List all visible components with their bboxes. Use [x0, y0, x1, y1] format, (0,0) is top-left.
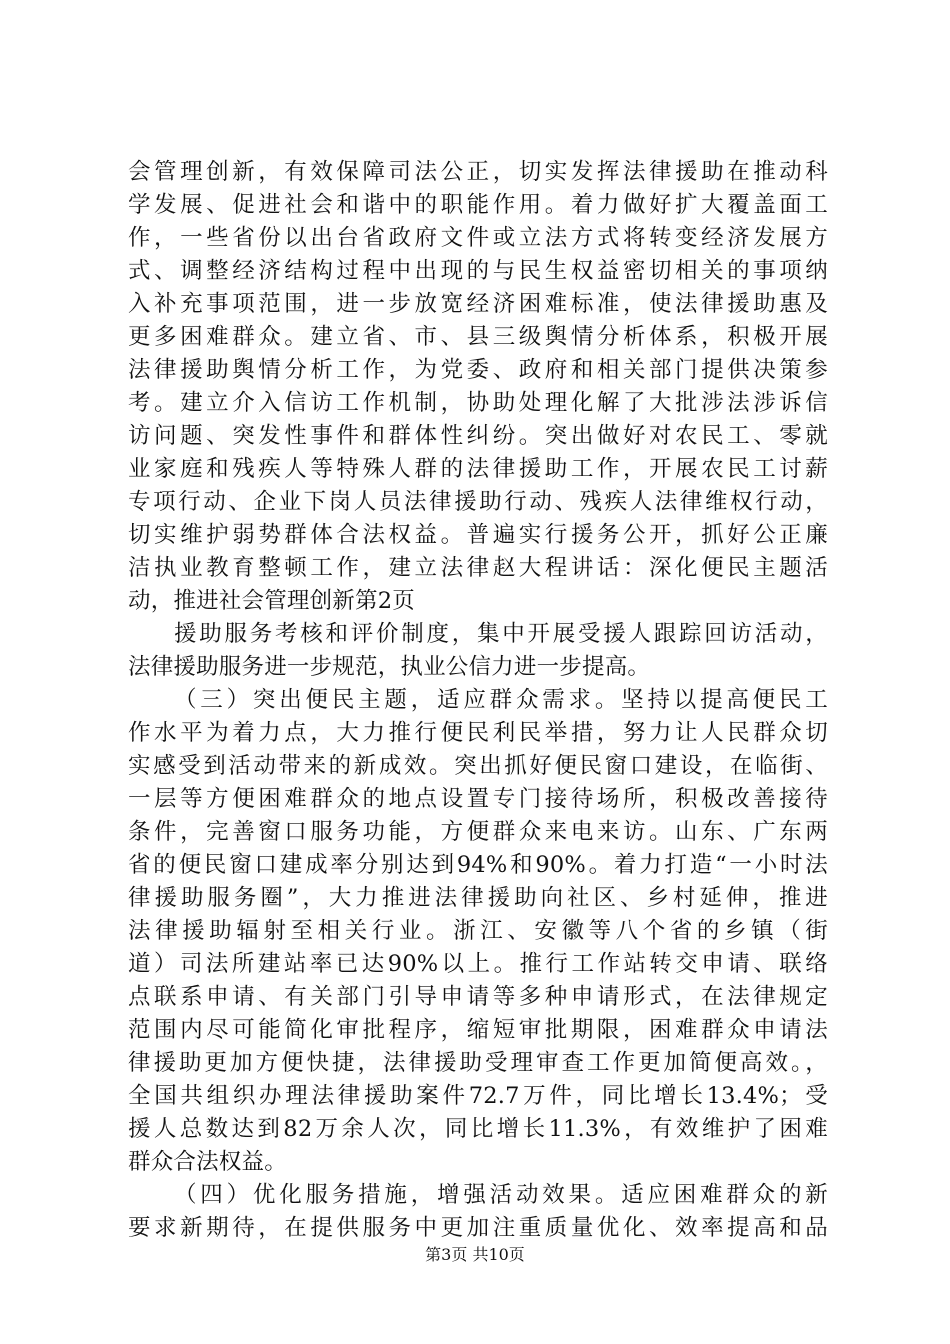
- text-line: 专项行动、企业下岗人员法律援助行动、残疾人法律维权行动，: [128, 489, 828, 515]
- text-line: 援人总数达到82万余人次，同比增长11.3%，有效维护了困难: [128, 1116, 828, 1142]
- text-line: （三）突出便民主题，适应群众需求。坚持以提高便民工: [174, 687, 828, 713]
- text-line: 切实维护弱势群体合法权益。普遍实行援务公开，抓好公正廉: [128, 522, 828, 548]
- text-line: 点联系申请、有关部门引导申请等多种申请形式，在法律规定: [128, 984, 828, 1010]
- text-line: 式、调整经济结构过程中出现的与民生权益密切相关的事项纳: [128, 258, 828, 284]
- text-line: 作水平为着力点，大力推行便民利民举措，努力让人民群众切: [128, 720, 828, 746]
- text-line: 范围内尽可能简化审批程序，缩短审批期限，困难群众申请法: [128, 1017, 828, 1043]
- text-line: 律援助服务圈”，大力推进法律援助向社区、乡村延伸，推进: [128, 885, 828, 911]
- text-line: 动，推进社会管理创新第2页: [128, 588, 415, 614]
- text-line: 业家庭和残疾人等特殊人群的法律援助工作，开展农民工讨薪: [128, 456, 828, 482]
- text-line: 作，一些省份以出台省政府文件或立法方式将转变经济发展方: [128, 225, 828, 251]
- text-line: 考。建立介入信访工作机制，协助处理化解了大批涉法涉诉信: [128, 390, 828, 416]
- text-line: 要求新期待，在提供服务中更加注重质量优化、效率提高和品: [128, 1215, 828, 1241]
- text-line: 法律援助辐射至相关行业。浙江、安徽等八个省的乡镇（街: [128, 918, 828, 944]
- text-line: 条件，完善窗口服务功能，方便群众来电来访。山东、广东两: [128, 819, 828, 845]
- text-line: 会管理创新，有效保障司法公正，切实发挥法律援助在推动科: [128, 159, 828, 185]
- text-line: 学发展、促进社会和谐中的职能作用。着力做好扩大覆盖面工: [128, 192, 828, 218]
- document-body: [128, 156, 828, 1245]
- text-line: 律援助更加方便快捷，法律援助受理审查工作更加简便高效。，: [128, 1050, 828, 1076]
- text-line: 一层等方便困难群众的地点设置专门接待场所，积极改善接待: [128, 786, 828, 812]
- text-line: 实感受到活动带来的新成效。突出抓好便民窗口建设，在临街、: [128, 753, 828, 779]
- text-line: 群众合法权益。: [128, 1149, 287, 1175]
- text-line: 更多困难群众。建立省、市、县三级舆情分析体系，积极开展: [128, 324, 828, 350]
- text-line: 援助服务考核和评价制度，集中开展受援人跟踪回访活动，: [174, 621, 828, 647]
- text-line: 洁执业教育整顿工作，建立法律赵大程讲话：深化便民主题活: [128, 555, 828, 581]
- text-line: 省的便民窗口建成率分别达到94%和90%。着力打造“一小时法: [128, 852, 828, 878]
- text-line: 入补充事项范围，进一步放宽经济困难标准，使法律援助惠及: [128, 291, 828, 317]
- text-line: 道）司法所建站率已达90%以上。推行工作站转交申请、联络: [128, 951, 828, 977]
- text-line: （四）优化服务措施，增强活动效果。适应困难群众的新: [174, 1182, 828, 1208]
- text-line: 法律援助服务进一步规范，执业公信力进一步提高。: [128, 654, 651, 680]
- text-line: 全国共组织办理法律援助案件72.7万件，同比增长13.4%；受: [128, 1083, 828, 1109]
- page-footer: 第3页 共10页: [425, 1245, 525, 1264]
- text-line: 法律援助舆情分析工作，为党委、政府和相关部门提供决策参: [128, 357, 828, 383]
- text-line: 访问题、突发性事件和群体性纠纷。突出做好对农民工、零就: [128, 423, 828, 449]
